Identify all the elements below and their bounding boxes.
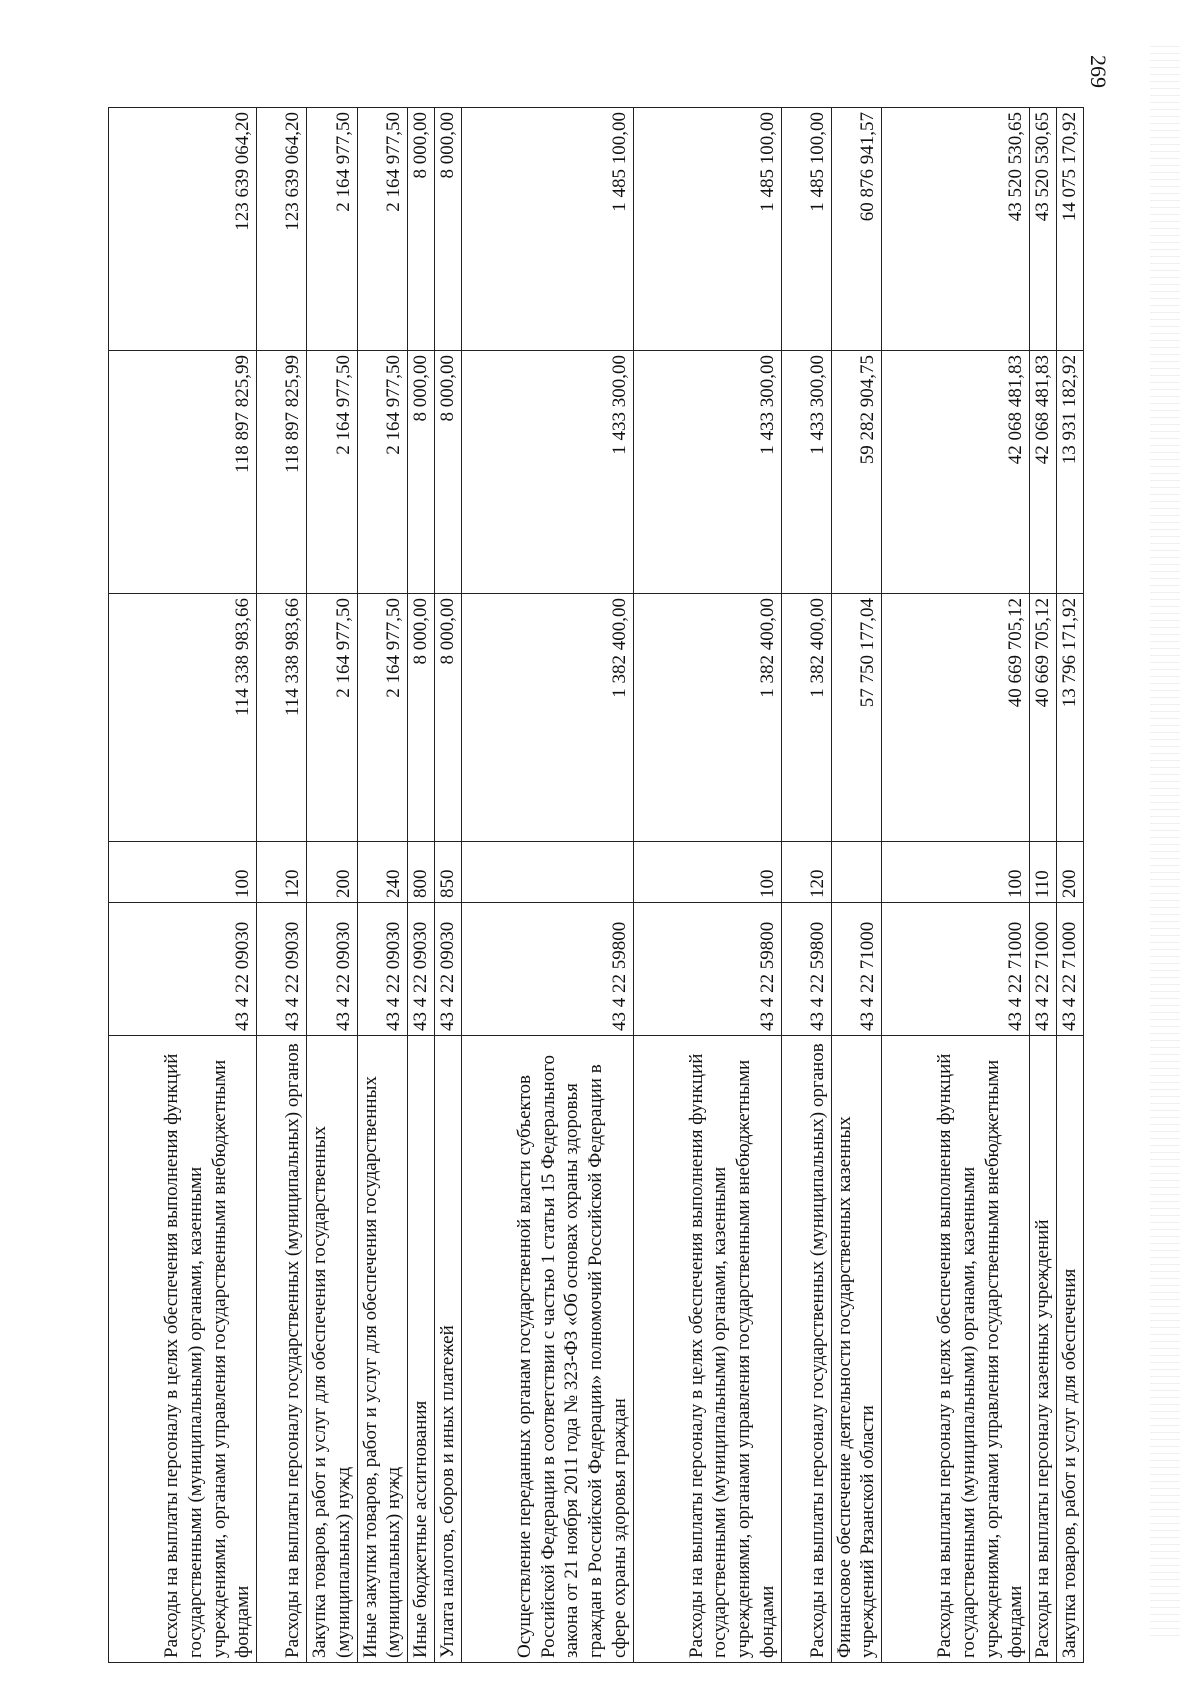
row-amount-year2: 1 433 300,00: [781, 351, 831, 594]
table-row: [1056, 108, 1083, 1663]
row-name: Расходы на выплаты персоналу государственных (муниципальных) органов: [257, 1036, 307, 1663]
row-amount-year1: 114 338 983,66: [257, 594, 307, 842]
row-name: Иные закупки товаров, работ и услуг для обеспечения государственных (муниципальных) нужд: [357, 1036, 408, 1663]
row-amount-year3: 1 485 100,00: [781, 108, 831, 351]
row-amount-year2: 13 931 182,92: [1056, 351, 1083, 594]
row-amount-year3: 1 485 100,00: [461, 108, 633, 351]
scan-edge-artifact: [1150, 40, 1180, 1640]
row-amount-year2: 2 164 977,50: [357, 351, 408, 594]
row-name: Расходы на выплаты персоналу в целях обеспечения выполнения функций государственными (муниципальными) органами, казенными учреждениями, органами управления государственными внебюджетными фондами: [882, 1036, 1030, 1663]
budget-table-sheet: [108, 108, 1080, 1663]
row-name: Расходы на выплаты персоналу в целях обеспечения выполнения функций государственными (муниципальными) органами, казенными учреждениями, органами управления государственными внебюджетными фондами: [633, 1036, 781, 1663]
table-row: [781, 108, 831, 1663]
row-amount-year3: 60 876 941,57: [831, 108, 882, 351]
table-row: [257, 108, 307, 1663]
row-amount-year2: 1 433 300,00: [461, 351, 633, 594]
row-amount-year1: 40 669 705,12: [882, 594, 1030, 842]
row-name: Закупка товаров, работ и услуг для обеспечения государственных (муниципальных) нужд: [307, 1036, 358, 1663]
row-amount-year1: 2 164 977,50: [357, 594, 408, 842]
row-name: Закупка товаров, работ и услуг для обеспечения: [1056, 1036, 1083, 1663]
row-expense-type: 100: [109, 842, 257, 903]
row-name: Иные бюджетные ассигнования: [408, 1036, 435, 1663]
row-expense-type: 200: [1056, 842, 1083, 903]
row-amount-year2: 118 897 825,99: [109, 351, 257, 594]
row-amount-year1: 1 382 400,00: [781, 594, 831, 842]
row-expense-type: 100: [882, 842, 1030, 903]
row-amount-year2: 2 164 977,50: [307, 351, 358, 594]
row-amount-year3: 43 520 530,65: [882, 108, 1030, 351]
row-amount-year3: 43 520 530,65: [1030, 108, 1057, 351]
table-row: [1030, 108, 1057, 1663]
row-amount-year2: 42 068 481,83: [882, 351, 1030, 594]
row-name: Финансовое обеспечение деятельности государственных казенных учреждений Рязанской области: [831, 1036, 882, 1663]
row-target-code: 43 4 22 71000: [1056, 903, 1083, 1036]
table-row: [109, 108, 257, 1663]
row-name: Осуществление переданных органам государственной власти субъектов Российской Федерации в соответствии с частью 1 статьи 15 Федерального закона от 21 ноября 2011 года № 323-ФЗ «Об основах охраны здоровья граждан в Российской Федерации» полномочий Российской Федерации в сфере охраны здоровья граждан: [461, 1036, 633, 1663]
row-expense-type: [461, 842, 633, 903]
row-target-code: 43 4 22 59800: [633, 903, 781, 1036]
row-amount-year1: 8 000,00: [408, 594, 435, 842]
row-target-code: 43 4 22 71000: [1030, 903, 1057, 1036]
row-amount-year2: 59 282 904,75: [831, 351, 882, 594]
budget-table: [108, 107, 1084, 1663]
row-amount-year1: 8 000,00: [434, 594, 461, 842]
row-amount-year1: 114 338 983,66: [109, 594, 257, 842]
row-amount-year3: 123 639 064,20: [257, 108, 307, 351]
row-amount-year2: 118 897 825,99: [257, 351, 307, 594]
table-row: [307, 108, 358, 1663]
rotated-table-wrapper: [108, 108, 1080, 1663]
row-amount-year3: 8 000,00: [434, 108, 461, 351]
row-amount-year1: 13 796 171,92: [1056, 594, 1083, 842]
row-target-code: 43 4 22 59800: [781, 903, 831, 1036]
row-target-code: 43 4 22 09030: [257, 903, 307, 1036]
table-row: [461, 108, 633, 1663]
row-expense-type: 110: [1030, 842, 1057, 903]
table-row: [408, 108, 435, 1663]
row-expense-type: [831, 842, 882, 903]
table-row: [831, 108, 882, 1663]
row-expense-type: 850: [434, 842, 461, 903]
row-target-code: 43 4 22 71000: [882, 903, 1030, 1036]
row-amount-year3: 8 000,00: [408, 108, 435, 351]
table-row: [357, 108, 408, 1663]
table-row: [882, 108, 1030, 1663]
table-row: [434, 108, 461, 1663]
page-number: 269: [1086, 55, 1111, 88]
row-name: Расходы на выплаты персоналу казенных учреждений: [1030, 1036, 1057, 1663]
row-amount-year2: 42 068 481,83: [1030, 351, 1057, 594]
row-expense-type: 800: [408, 842, 435, 903]
row-name: Расходы на выплаты персоналу государственных (муниципальных) органов: [781, 1036, 831, 1663]
row-amount-year1: 1 382 400,00: [461, 594, 633, 842]
row-amount-year2: 8 000,00: [434, 351, 461, 594]
row-amount-year3: 2 164 977,50: [357, 108, 408, 351]
row-amount-year1: 57 750 177,04: [831, 594, 882, 842]
row-target-code: 43 4 22 59800: [461, 903, 633, 1036]
row-amount-year1: 40 669 705,12: [1030, 594, 1057, 842]
row-amount-year3: 123 639 064,20: [109, 108, 257, 351]
row-expense-type: 200: [307, 842, 358, 903]
row-expense-type: 240: [357, 842, 408, 903]
row-amount-year2: 8 000,00: [408, 351, 435, 594]
table-row: [633, 108, 781, 1663]
row-amount-year2: 1 433 300,00: [633, 351, 781, 594]
row-amount-year3: 14 075 170,92: [1056, 108, 1083, 351]
row-amount-year3: 1 485 100,00: [633, 108, 781, 351]
row-target-code: 43 4 22 09030: [357, 903, 408, 1036]
row-name: Расходы на выплаты персоналу в целях обеспечения выполнения функций государственными (муниципальными) органами, казенными учреждениями, органами управления государственными внебюджетными фондами: [109, 1036, 257, 1663]
row-target-code: 43 4 22 09030: [408, 903, 435, 1036]
budget-table-body: [109, 108, 1084, 1663]
row-amount-year3: 2 164 977,50: [307, 108, 358, 351]
row-target-code: 43 4 22 09030: [307, 903, 358, 1036]
row-expense-type: 100: [633, 842, 781, 903]
row-target-code: 43 4 22 71000: [831, 903, 882, 1036]
row-expense-type: 120: [781, 842, 831, 903]
row-target-code: 43 4 22 09030: [109, 903, 257, 1036]
row-name: Уплата налогов, сборов и иных платежей: [434, 1036, 461, 1663]
row-target-code: 43 4 22 09030: [434, 903, 461, 1036]
row-amount-year1: 2 164 977,50: [307, 594, 358, 842]
row-expense-type: 120: [257, 842, 307, 903]
row-amount-year1: 1 382 400,00: [633, 594, 781, 842]
